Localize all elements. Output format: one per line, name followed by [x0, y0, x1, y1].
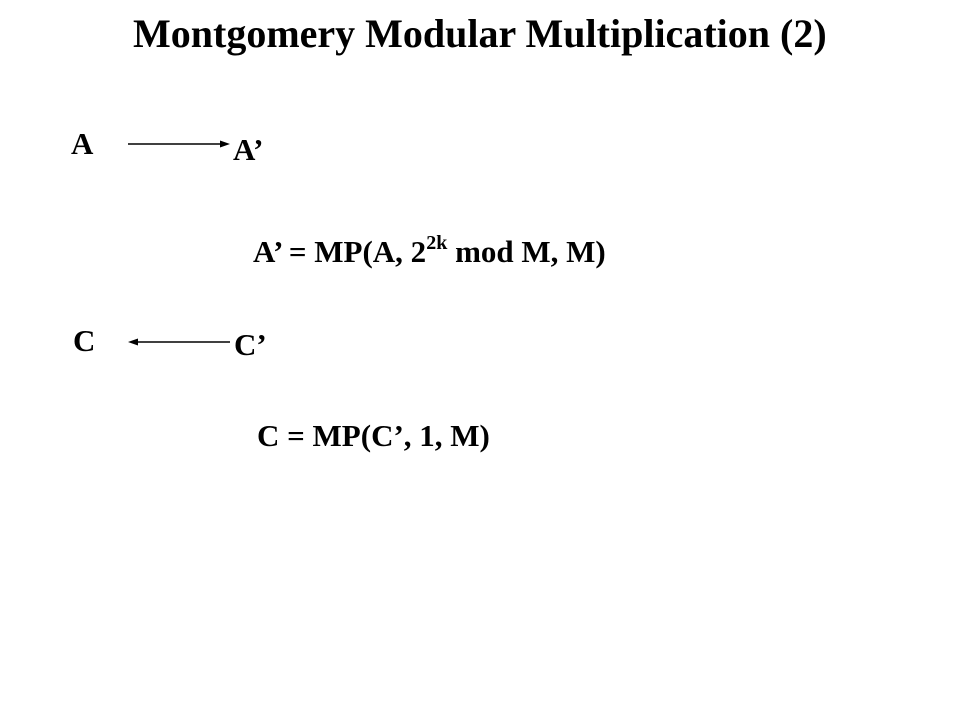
symbol-c: C [73, 323, 96, 358]
formula-a-prime-prefix: A’ = MP(A, 2 [253, 234, 427, 269]
symbol-a: A [71, 126, 94, 161]
left-arrow-icon [126, 335, 232, 349]
slide-title: Montgomery Modular Multiplication (2) [133, 11, 827, 56]
symbol-a-prime: A’ [233, 132, 264, 167]
formula-a-prime [253, 231, 606, 269]
formula-exponent: 2k [426, 231, 448, 254]
formula-c: C = MP(C’, 1, M) [257, 418, 490, 453]
formula-a-prime-suffix: mod M, M) [447, 234, 606, 269]
right-arrow-icon [126, 137, 232, 151]
symbol-c-prime: C’ [234, 327, 267, 362]
